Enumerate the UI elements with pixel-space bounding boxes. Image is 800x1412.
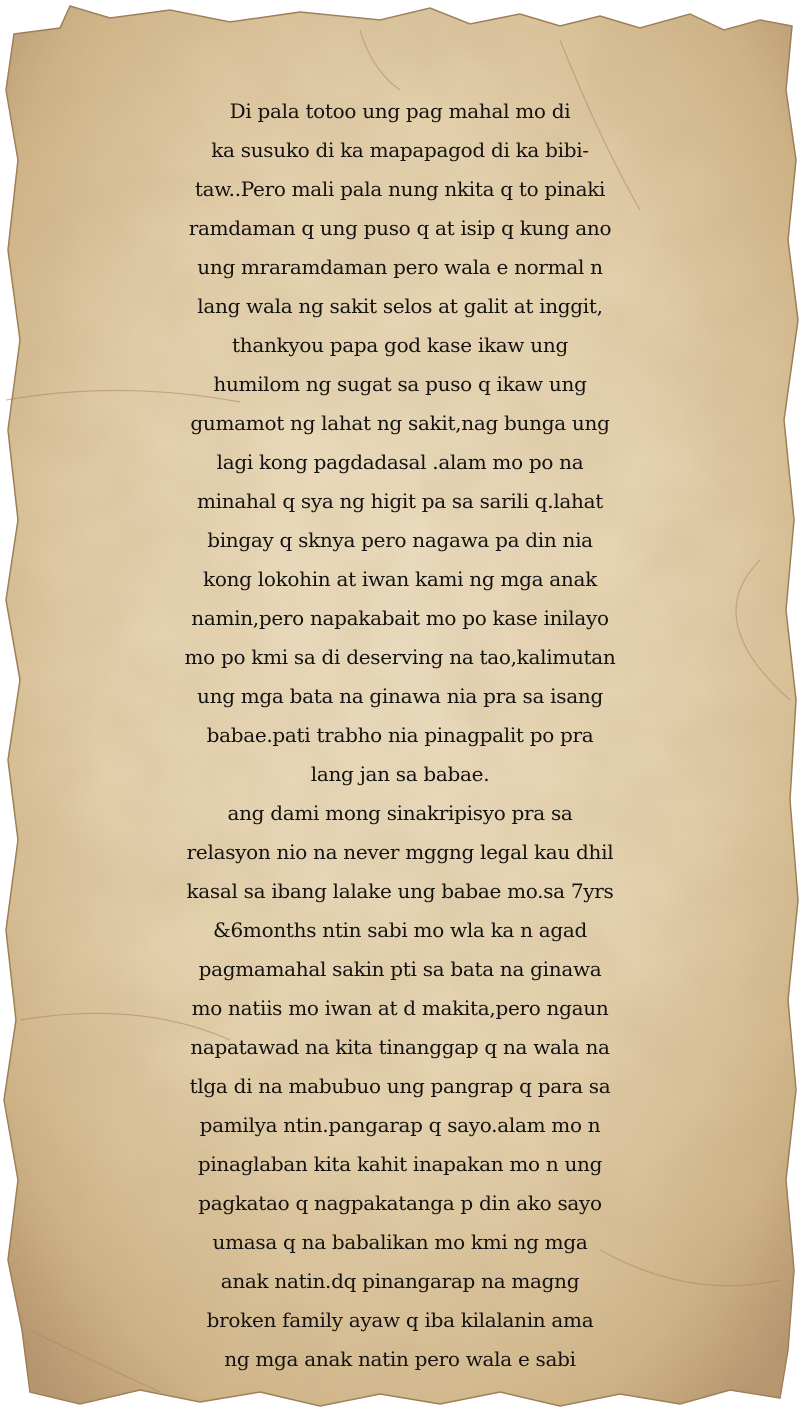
letter-line: tlga di na mabubuo ung pangrap q para sa	[189, 1074, 611, 1098]
letter-line: babae.pati trabho nia pinagpalit po pra	[206, 723, 594, 747]
letter-line: ung mga bata na ginawa nia pra sa isang	[197, 684, 603, 708]
letter-line: mo natiis mo iwan at d makita,pero ngaun	[191, 996, 609, 1020]
letter-line: pagkatao q nagpakatanga p din ako sayo	[198, 1191, 602, 1215]
letter-line: pamilya ntin.pangarap q sayo.alam mo n	[199, 1113, 601, 1137]
letter-line: ang dami mong sinakripisyo pra sa	[227, 801, 573, 825]
letter-line: lang wala ng sakit selos at galit at inggit,	[197, 294, 603, 318]
letter-line: &6months ntin sabi mo wla ka n agad	[212, 918, 587, 942]
letter-line: humilom ng sugat sa puso q ikaw ung	[213, 372, 587, 396]
letter-body	[10, 92, 790, 1379]
letter-line: ng mga anak natin pero wala e sabi	[224, 1347, 576, 1371]
letter-line: napatawad na kita tinanggap q na wala na	[190, 1035, 610, 1059]
letter-line: anak natin.dq pinangarap na magng	[220, 1269, 580, 1293]
letter-line: kong lokohin at iwan kami ng mga anak	[203, 567, 597, 591]
letter-line: minahal q sya ng higit pa sa sarili q.lahat	[197, 489, 603, 513]
letter-line: ka susuko di ka mapapagod di ka bibi-	[211, 138, 589, 162]
letter-line: taw..Pero mali pala nung nkita q to pinaki	[194, 177, 606, 201]
letter-line: lagi kong pagdadasal .alam mo po na	[216, 450, 584, 474]
letter-line: ung mraramdaman pero wala e normal n	[197, 255, 603, 279]
letter-line: gumamot ng lahat ng sakit,nag bunga ung	[190, 411, 610, 435]
letter-line: mo po kmi sa di deserving na tao,kalimutan	[184, 645, 616, 669]
letter-line: Di pala totoo ung pag mahal mo di	[229, 99, 571, 123]
letter-line: kasal sa ibang lalake ung babae mo.sa 7yrs	[186, 879, 614, 903]
letter-line: thankyou papa god kase ikaw ung	[232, 333, 568, 357]
letter-line: bingay q sknya pero nagawa pa din nia	[207, 528, 593, 552]
letter-line: broken family ayaw q iba kilalanin ama	[206, 1308, 594, 1332]
letter-line: pinaglaban kita kahit inapakan mo n ung	[197, 1152, 603, 1176]
letter-line: ramdaman q ung puso q at isip q kung ano	[188, 216, 612, 240]
letter-line: relasyon nio na never mggng legal kau dhil	[186, 840, 614, 864]
letter-line: pagmamahal sakin pti sa bata na ginawa	[198, 957, 602, 981]
letter-line: lang jan sa babae.	[310, 762, 490, 786]
letter-line: namin,pero napakabait mo po kase inilayo	[191, 606, 609, 630]
letter-line: umasa q na babalikan mo kmi ng mga	[212, 1230, 588, 1254]
